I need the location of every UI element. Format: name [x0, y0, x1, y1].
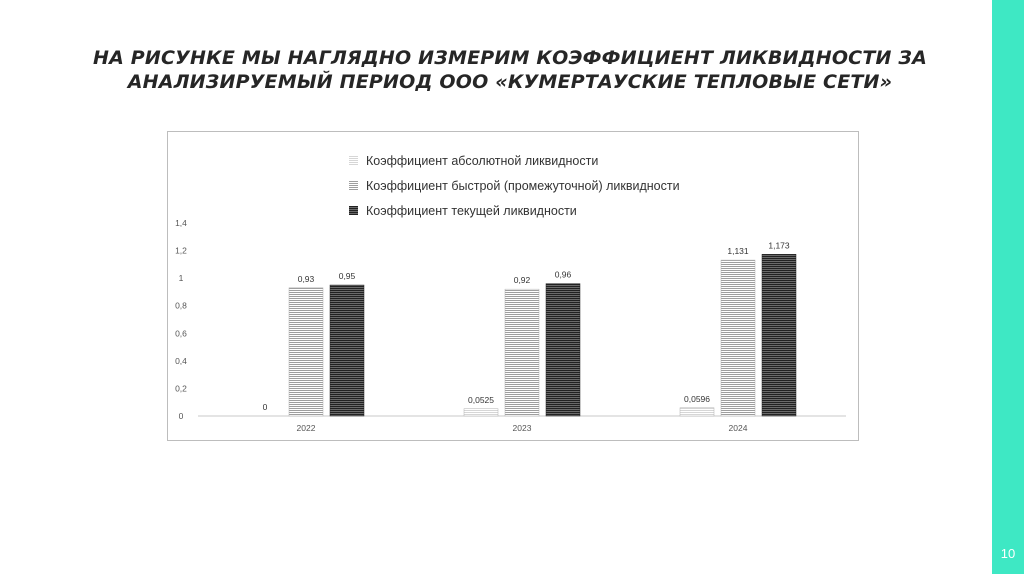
slide-title-line-2: АНАЛИЗИРУЕМЫЙ ПЕРИОД ООО «КУМЕРТАУСКИЕ ТЕПЛОВЫЕ СЕТИ» — [127, 71, 893, 93]
data-label-2024-series-1: 1,131 — [727, 246, 749, 257]
y-tick-label: 1,2 — [175, 245, 187, 256]
data-label-2022-series-0: 0 — [262, 402, 268, 412]
data-label-2024-series-2: 1,173 — [768, 240, 790, 251]
legend-swatch-quick — [349, 181, 358, 190]
legend-label-quick: Коэффициент быстрой (промежуточной) ликвидности — [366, 178, 680, 193]
data-label-2023-series-2: 0,96 — [554, 269, 572, 280]
y-tick-label: 1 — [178, 273, 184, 284]
data-label-2022-series-1: 0,93 — [297, 273, 315, 284]
y-tick-label: 0,6 — [175, 328, 187, 339]
bar-2024-series-1 — [721, 260, 755, 416]
bar-2023-series-2 — [546, 284, 580, 416]
bar-2023-series-0 — [464, 409, 498, 416]
bar-2022-series-1 — [289, 288, 323, 416]
bar-2024-series-2 — [762, 254, 796, 416]
chart-frame — [167, 131, 859, 441]
data-label-2023-series-1: 0,92 — [513, 275, 531, 286]
y-tick-label: 0,4 — [175, 355, 187, 366]
x-tick-label-2024: 2024 — [728, 423, 748, 433]
chart-legend — [349, 148, 680, 223]
data-label-2024-series-0: 0,0596 — [684, 393, 710, 404]
y-tick-label: 1,4 — [175, 218, 187, 228]
legend-swatch-absolute — [349, 156, 358, 165]
legend-label-current: Коэффициент текущей ликвидности — [366, 203, 577, 218]
data-label-2022-series-2: 0,95 — [338, 271, 356, 282]
legend-item-quick — [349, 173, 680, 198]
data-label-2023-series-0: 0,0525 — [468, 394, 494, 405]
bar-2023-series-1 — [505, 289, 539, 416]
legend-item-current — [349, 198, 680, 223]
page-number: 10 — [1000, 546, 1016, 561]
bar-2022-series-2 — [330, 285, 364, 416]
slide-title-line-1: НА РИСУНКЕ МЫ НАГЛЯДНО ИЗМЕРИМ КОЭФФИЦИЕНТ ЛИКВИДНОСТИ ЗА — [92, 47, 927, 69]
slide-accent-bar — [992, 0, 1024, 574]
slide-title — [60, 46, 960, 94]
y-tick-label: 0,8 — [175, 300, 187, 311]
legend-item-absolute — [349, 148, 680, 173]
x-tick-label-2023: 2023 — [512, 423, 532, 433]
legend-swatch-current — [349, 206, 358, 215]
bar-2024-series-0 — [680, 408, 714, 416]
x-tick-label-2022: 2022 — [296, 423, 316, 433]
y-tick-label: 0 — [178, 411, 184, 421]
legend-label-absolute: Коэффициент абсолютной ликвидности — [366, 153, 599, 168]
y-tick-label: 0,2 — [175, 383, 187, 394]
